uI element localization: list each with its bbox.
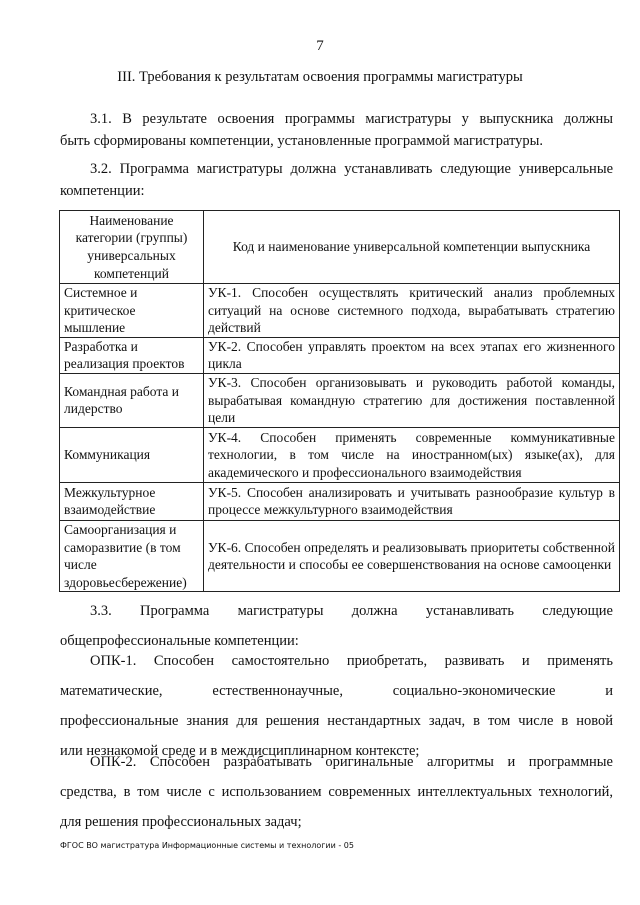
paragraph-line: общепрофессиональные компетенции: — [60, 633, 299, 649]
paragraph-line: или незнакомой среде и в междисциплинарном контексте; — [60, 743, 420, 759]
page-footer: ФГОС ВО магистратура Информационные системы и технологии - 05 — [60, 841, 354, 850]
paragraph-line: ОПК-1. Способен самостоятельно приобретать, развивать и применять — [90, 653, 613, 669]
competence-cell: УК-5. Способен анализировать и учитывать разнообразие культур в процессе межкультурного взаимодействия — [204, 482, 620, 520]
category-cell: Межкультурное взаимодействие — [60, 482, 204, 520]
table-header-row — [60, 211, 620, 284]
paragraph-line: профессиональные знания для решения нестандартных задач, в том числе в новой — [60, 713, 613, 729]
header-category: Наименование категории (группы) универсальных компетенций — [60, 211, 204, 284]
paragraph-line: компетенции: — [60, 183, 145, 199]
paragraph-line: средства, в том числе с использованием современных интеллектуальных технологий, — [60, 784, 613, 800]
page-number: 7 — [316, 38, 324, 54]
competence-cell: УК-2. Способен управлять проектом на всех этапах его жизненного цикла — [204, 337, 620, 373]
paragraph-line: математические, естественнонаучные, социально-экономические и — [60, 683, 613, 699]
table-row — [60, 337, 620, 373]
section-heading: III. Требования к результатам освоения программы магистратуры — [117, 69, 523, 85]
category-cell: Коммуникация — [60, 427, 204, 482]
category-cell: Командная работа и лидерство — [60, 373, 204, 427]
paragraph-3-1 — [60, 108, 613, 152]
header-code: Код и наименование универсальной компетенции выпускника — [204, 211, 620, 284]
category-cell: Самоорганизация и саморазвитие (в том числе здоровьесбережение) — [60, 520, 204, 591]
paragraph-3-2 — [60, 158, 613, 202]
paragraph-line: быть сформированы компетенции, установленные программой магистратуры. — [60, 133, 544, 149]
competence-cell: УК-6. Способен определять и реализовывать приоритеты собственной деятельности и способы ее совершенствования на основе самооценки — [204, 520, 620, 591]
competence-cell: УК-1. Способен осуществлять критический анализ проблемных ситуаций на основе системного подхода, вырабатывать стратегию действий — [204, 284, 620, 338]
table-row — [60, 284, 620, 338]
competence-cell: УК-3. Способен организовывать и руководить работой команды, вырабатывая командную стратегию для достижения поставленной цели — [204, 373, 620, 427]
paragraph-line: ОПК-2. Способен разрабатывать оригинальные алгоритмы и программные — [90, 754, 613, 770]
table-row — [60, 427, 620, 482]
paragraph-line: для решения профессиональных задач; — [60, 814, 302, 830]
table-row — [60, 520, 620, 591]
table-row — [60, 373, 620, 427]
competence-cell: УК-4. Способен применять современные коммуникативные технологии, в том числе на иностранном(ых) языке(ах), для академического и профессионального взаимодействия — [204, 427, 620, 482]
category-cell: Разработка и реализация проектов — [60, 337, 204, 373]
paragraph-line: 3.2. Программа магистратуры должна устанавливать следующие универсальные — [90, 161, 613, 177]
paragraph-opk-2 — [60, 747, 613, 837]
paragraph-line: 3.1. В результате освоения программы магистратуры у выпускника должны — [90, 111, 613, 127]
table-row — [60, 482, 620, 520]
category-cell: Системное и критическое мышление — [60, 284, 204, 338]
universal-competencies-table — [59, 210, 620, 592]
paragraph-line: 3.3. Программа магистратуры должна устанавливать следующие — [90, 603, 613, 619]
